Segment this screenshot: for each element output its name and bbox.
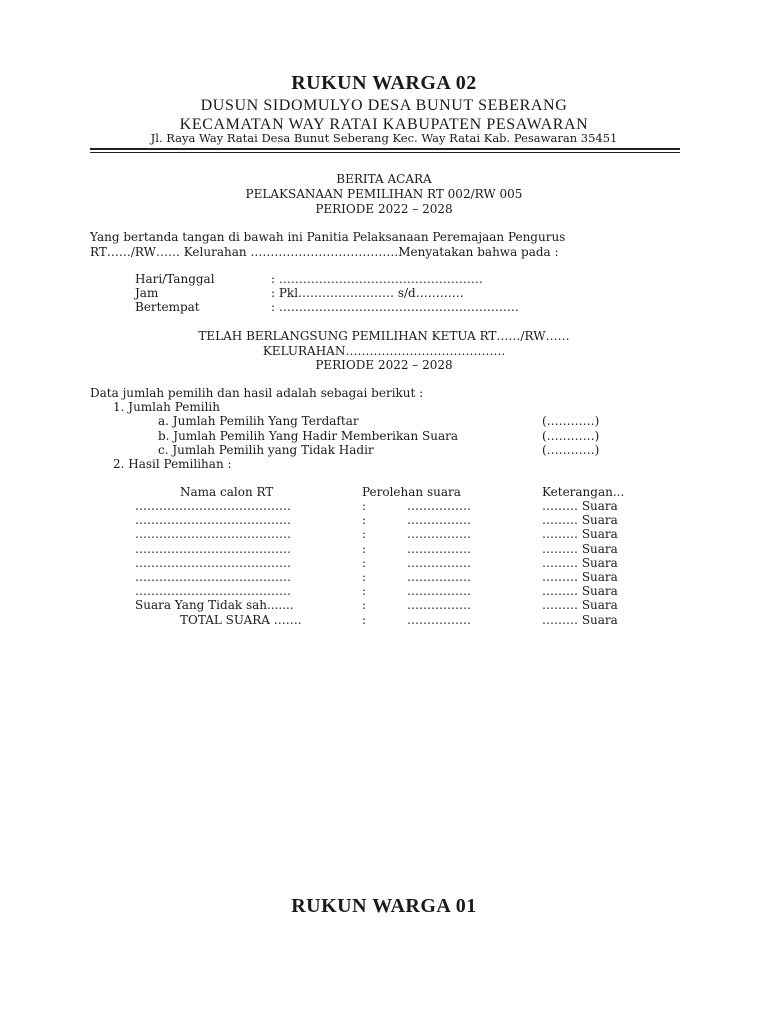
doc-title-3: PERIODE 2022 – 2028: [315, 202, 453, 216]
result-name: …………………………………: [135, 499, 291, 513]
section-2-heading: 2. Hasil Pemilihan :: [113, 457, 232, 471]
result-name: …………………………………: [135, 541, 291, 556]
intro-line-1: Yang bertanda tangan di bawah ini Panitia Pelaksanaan Peremajaan Pengurus: [90, 230, 566, 244]
voter-item-value-b: (…………): [542, 429, 600, 443]
result-note: ……… Suara: [542, 570, 618, 584]
result-votes: …………….: [407, 513, 471, 528]
section-1-heading: 1. Jumlah Pemilih: [113, 400, 220, 414]
field-value-place: : ……………………………………………………: [271, 300, 519, 314]
result-colon: :: [362, 499, 367, 513]
result-note: ……… Suara: [542, 499, 618, 513]
result-name: Suara Yang Tidak sah.......: [135, 598, 294, 613]
intro-line-2: RT……/RW…… Kelurahan ……………………………….Menyatakan bahwa pada :: [90, 245, 559, 259]
voter-item-value-c: (…………): [542, 443, 600, 457]
field-value-time: : Pkl…………………… s/d…………: [271, 286, 464, 300]
letterhead-line-1: DUSUN SIDOMULYO DESA BUNUT SEBERANG: [200, 97, 568, 114]
field-label-time: Jam: [135, 286, 159, 300]
column-header-name: Nama calon RT: [180, 485, 274, 499]
voter-item-label-a: a. Jumlah Pemilih Yang Terdaftar: [158, 414, 359, 428]
result-note: ……… Suara: [542, 612, 618, 627]
declaration-line-2: KELURAHAN………………………………….: [262, 344, 506, 358]
voter-item-label-b: b. Jumlah Pemilih Yang Hadir Memberikan Suara: [158, 429, 458, 443]
result-colon: :: [362, 527, 367, 542]
result-votes: …………….: [407, 612, 471, 627]
result-votes: …………….: [407, 541, 471, 556]
result-colon: :: [362, 584, 367, 599]
field-value-date: : ……………………………………………: [271, 272, 483, 286]
result-votes: …………….: [407, 499, 471, 513]
result-note: ……… Suara: [542, 584, 618, 599]
result-name: TOTAL SUARA …….: [180, 612, 302, 627]
result-votes: …………….: [407, 555, 471, 570]
result-votes: …………….: [407, 584, 471, 599]
result-note: ……… Suara: [542, 541, 618, 556]
voter-item-value-a: (…………): [542, 414, 600, 428]
letterhead-rule-thick: [90, 148, 680, 150]
voter-item-label-c: c. Jumlah Pemilih yang Tidak Hadir: [158, 443, 374, 457]
result-name: …………………………………: [135, 555, 291, 570]
result-note: ……… Suara: [542, 555, 618, 570]
column-header-note: Keterangan...: [542, 485, 625, 499]
result-colon: :: [362, 598, 367, 613]
result-name: …………………………………: [135, 584, 291, 599]
data-intro: Data jumlah pemilih dan hasil adalah sebagai berikut :: [90, 386, 424, 400]
result-name: …………………………………: [135, 527, 291, 542]
result-name: …………………………………: [135, 570, 291, 584]
field-label-date: Hari/Tanggal: [135, 272, 215, 286]
result-colon: :: [362, 541, 367, 556]
declaration-line-3: PERIODE 2022 – 2028: [315, 358, 453, 372]
result-colon: :: [362, 612, 367, 627]
letterhead-title: RUKUN WARGA 02: [291, 72, 477, 94]
result-name: …………………………………: [135, 513, 291, 528]
result-colon: :: [362, 555, 367, 570]
field-label-place: Bertempat: [135, 300, 200, 314]
letterhead-rule-thin: [90, 152, 680, 153]
doc-title-1: BERITA ACARA: [336, 172, 432, 186]
footer-title: RUKUN WARGA 01: [291, 895, 477, 917]
result-votes: …………….: [407, 570, 471, 584]
result-colon: :: [362, 513, 367, 528]
result-votes: …………….: [407, 598, 471, 613]
result-note: ……… Suara: [542, 598, 618, 613]
result-votes: …………….: [407, 527, 471, 542]
letterhead-line-2: KECAMATAN WAY RATAI KABUPATEN PESAWARAN: [179, 116, 589, 133]
result-colon: :: [362, 570, 367, 584]
result-note: ……… Suara: [542, 527, 618, 542]
column-header-votes: Perolehan suara: [362, 485, 461, 499]
declaration-line-1: TELAH BERLANGSUNG PEMILIHAN KETUA RT……/RW……: [198, 329, 570, 343]
letterhead-address: Jl. Raya Way Ratai Desa Bunut Seberang Kec. Way Ratai Kab. Pesawaran 35451: [150, 131, 618, 145]
doc-title-2: PELAKSANAAN PEMILIHAN RT 002/RW 005: [245, 187, 523, 201]
result-note: ……… Suara: [542, 513, 618, 528]
